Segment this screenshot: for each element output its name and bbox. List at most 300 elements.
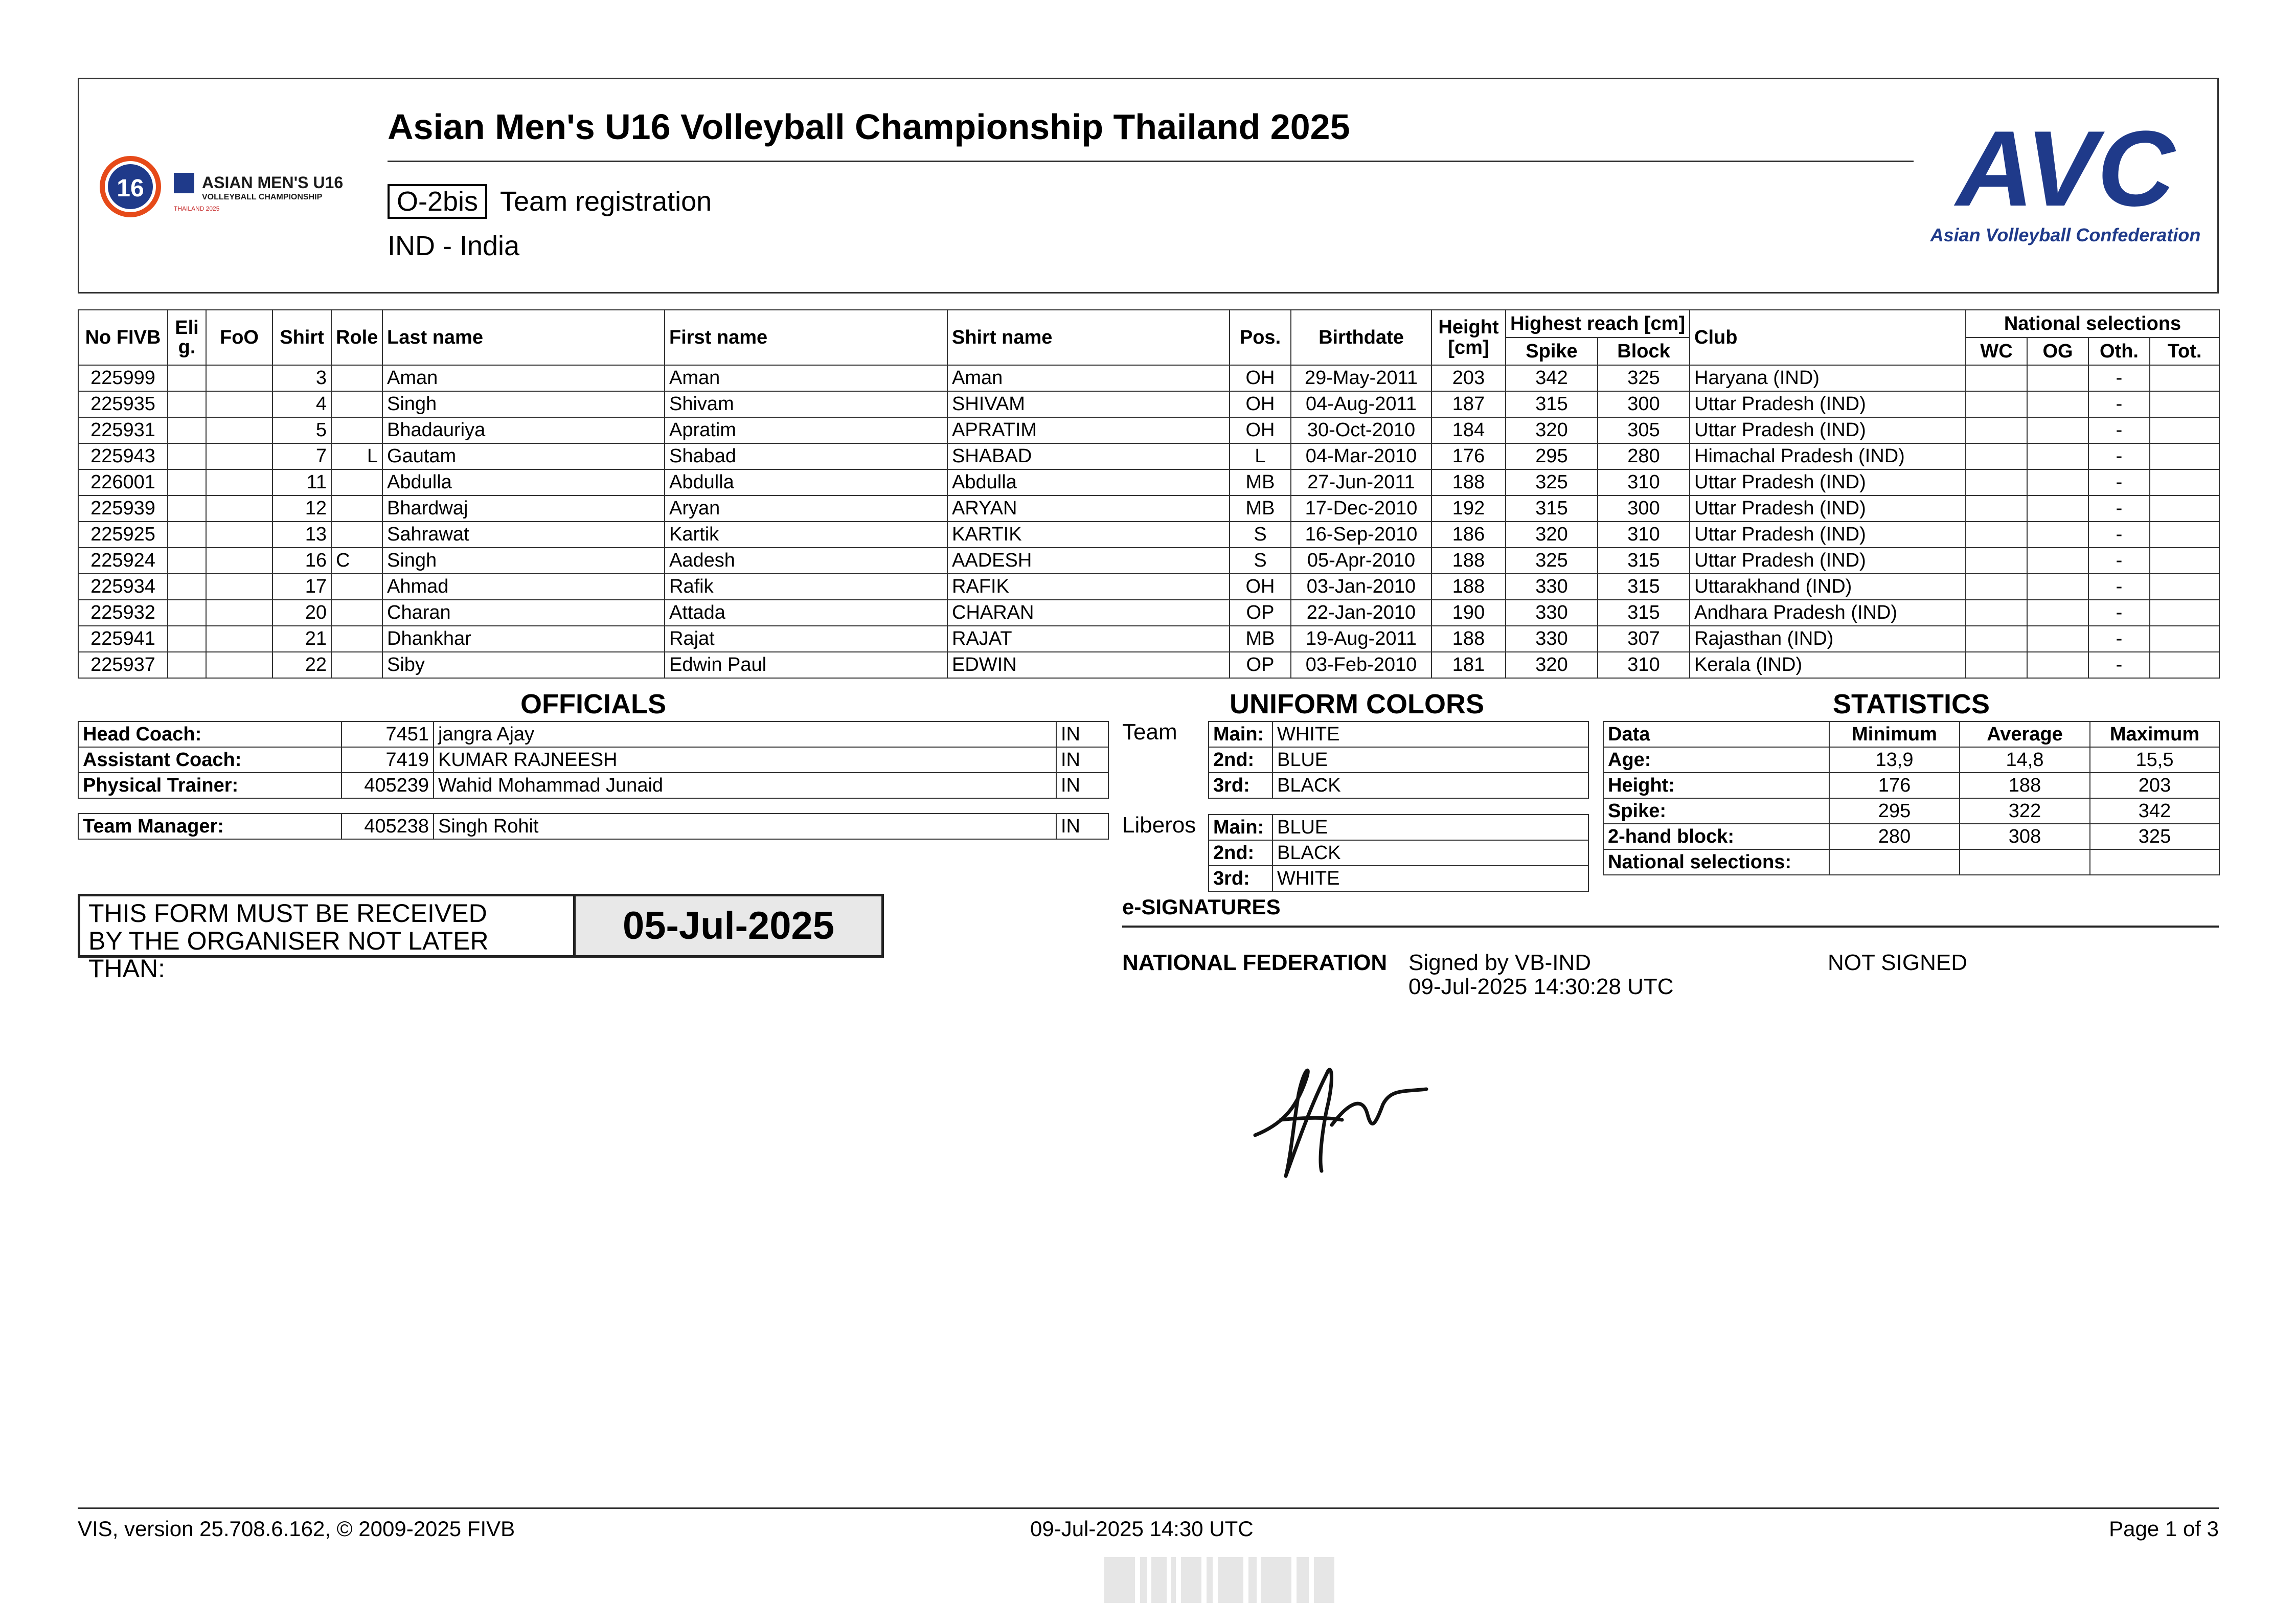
player-oth: - <box>2088 574 2150 600</box>
player-wc <box>1966 417 2027 443</box>
player-oth: - <box>2088 391 2150 417</box>
player-role <box>331 391 382 417</box>
official-flag: IN <box>1056 773 1108 798</box>
player-shirt-name: RAFIK <box>947 574 1230 600</box>
title-rule <box>388 161 1914 162</box>
player-block: 325 <box>1598 365 1690 391</box>
col-elig: Eli g. <box>168 310 206 365</box>
player-elig <box>168 391 206 417</box>
player-elig <box>168 365 206 391</box>
uniform-color: BLUE <box>1272 747 1588 773</box>
official-name: jangra Ajay <box>434 722 1056 747</box>
player-spike: 320 <box>1506 652 1598 678</box>
player-role <box>331 626 382 652</box>
player-height: 192 <box>1431 495 1506 522</box>
col-birthdate: Birthdate <box>1291 310 1431 365</box>
player-shirt-name: SHABAD <box>947 443 1230 469</box>
barcode-icon <box>1104 1552 1334 1608</box>
player-fivb-no: 225934 <box>78 574 168 600</box>
player-oth: - <box>2088 417 2150 443</box>
stats-max: 203 <box>2090 773 2219 798</box>
player-birthdate: 03-Jan-2010 <box>1291 574 1431 600</box>
player-wc <box>1966 522 2027 548</box>
player-shirt-name: AADESH <box>947 548 1230 574</box>
event-logo-badge: 16 <box>117 175 144 202</box>
player-first-name: Shabad <box>665 443 947 469</box>
player-wc <box>1966 574 2027 600</box>
official-row <box>78 747 1108 773</box>
player-birthdate: 16-Sep-2010 <box>1291 522 1431 548</box>
signed-by: Signed by VB-IND <box>1408 950 1592 975</box>
stats-avg: 188 <box>1960 773 2090 798</box>
col-shirt-name: Shirt name <box>947 310 1230 365</box>
esignatures-title: e-SIGNATURES <box>1122 895 1281 919</box>
player-elig <box>168 417 206 443</box>
player-shirt-name: SHIVAM <box>947 391 1230 417</box>
uniform-row <box>1209 747 1588 773</box>
stats-col-data: Data <box>1603 722 1829 747</box>
col-last-name: Last name <box>382 310 665 365</box>
col-wc: WC <box>1966 337 2027 365</box>
player-height: 188 <box>1431 574 1506 600</box>
player-foo <box>206 443 272 469</box>
player-shirt-name: KARTIK <box>947 522 1230 548</box>
player-shirt-name: APRATIM <box>947 417 1230 443</box>
player-og <box>2027 574 2088 600</box>
event-logo-line1: ASIAN MEN'S U16 <box>202 173 344 192</box>
player-pos: S <box>1230 522 1291 548</box>
player-row <box>78 574 2219 600</box>
event-logo-line2: VOLLEYBALL CHAMPIONSHIP <box>202 193 323 201</box>
uniform-row <box>1209 773 1588 798</box>
uniform-row <box>1209 866 1588 891</box>
deadline-line1: THIS FORM MUST BE RECEIVED <box>88 899 487 928</box>
player-last-name: Abdulla <box>382 469 665 495</box>
player-elig <box>168 495 206 522</box>
player-block: 300 <box>1598 495 1690 522</box>
player-club: Rajasthan (IND) <box>1690 626 1966 652</box>
player-shirt: 16 <box>272 548 331 574</box>
player-birthdate: 29-May-2011 <box>1291 365 1431 391</box>
official-name: Singh Rohit <box>434 814 1056 839</box>
player-last-name: Charan <box>382 600 665 626</box>
uniform-slot: 3rd: <box>1209 773 1272 798</box>
player-first-name: Kartik <box>665 522 947 548</box>
player-wc <box>1966 652 2027 678</box>
stats-row <box>1603 798 2219 824</box>
player-og <box>2027 365 2088 391</box>
player-row <box>78 469 2219 495</box>
official-id: 7451 <box>342 722 434 747</box>
player-pos: OP <box>1230 652 1291 678</box>
player-last-name: Siby <box>382 652 665 678</box>
stats-max: 15,5 <box>2090 747 2219 773</box>
stats-col-max: Maximum <box>2090 722 2219 747</box>
stats-col-min: Minimum <box>1829 722 1960 747</box>
player-block: 315 <box>1598 548 1690 574</box>
player-last-name: Sahrawat <box>382 522 665 548</box>
player-fivb-no: 225999 <box>78 365 168 391</box>
player-birthdate: 19-Aug-2011 <box>1291 626 1431 652</box>
player-pos: MB <box>1230 626 1291 652</box>
player-role: L <box>331 443 382 469</box>
player-elig <box>168 469 206 495</box>
stats-min: 295 <box>1829 798 1960 824</box>
uniform-row <box>1209 840 1588 866</box>
player-fivb-no: 225937 <box>78 652 168 678</box>
player-first-name: Attada <box>665 600 947 626</box>
player-pos: MB <box>1230 469 1291 495</box>
player-birthdate: 04-Mar-2010 <box>1291 443 1431 469</box>
player-og <box>2027 626 2088 652</box>
stats-min: 13,9 <box>1829 747 1960 773</box>
player-block: 307 <box>1598 626 1690 652</box>
player-spike: 315 <box>1506 391 1598 417</box>
col-foo: FoO <box>206 310 272 365</box>
uniform-slot: Main: <box>1209 815 1272 840</box>
footer-rule <box>78 1507 2219 1509</box>
player-wc <box>1966 495 2027 522</box>
player-tot <box>2150 522 2219 548</box>
player-row <box>78 365 2219 391</box>
players-table <box>78 309 2220 679</box>
player-club: Uttar Pradesh (IND) <box>1690 548 1966 574</box>
stats-avg: 308 <box>1960 824 2090 849</box>
stats-label: Spike: <box>1603 798 1829 824</box>
player-last-name: Singh <box>382 548 665 574</box>
uniform-team-table <box>1208 721 1589 799</box>
player-shirt-name: CHARAN <box>947 600 1230 626</box>
player-foo <box>206 626 272 652</box>
player-row <box>78 626 2219 652</box>
player-last-name: Ahmad <box>382 574 665 600</box>
player-shirt-name: EDWIN <box>947 652 1230 678</box>
official-name: KUMAR RAJNEESH <box>434 747 1056 773</box>
player-oth: - <box>2088 626 2150 652</box>
player-og <box>2027 391 2088 417</box>
stats-col-avg: Average <box>1960 722 2090 747</box>
uniform-color: BLACK <box>1272 773 1588 798</box>
player-tot <box>2150 495 2219 522</box>
player-club: Haryana (IND) <box>1690 365 1966 391</box>
player-tot <box>2150 443 2219 469</box>
player-row <box>78 417 2219 443</box>
player-block: 280 <box>1598 443 1690 469</box>
player-wc <box>1966 469 2027 495</box>
esignatures-rule <box>1122 926 2219 928</box>
player-elig <box>168 548 206 574</box>
player-role: C <box>331 548 382 574</box>
player-height: 181 <box>1431 652 1506 678</box>
player-block: 315 <box>1598 600 1690 626</box>
player-first-name: Aadesh <box>665 548 947 574</box>
uniform-row <box>1209 722 1588 747</box>
col-height: Height [cm] <box>1431 310 1506 365</box>
player-last-name: Aman <box>382 365 665 391</box>
player-spike: 330 <box>1506 626 1598 652</box>
manager-table <box>78 813 1109 840</box>
player-spike: 330 <box>1506 574 1598 600</box>
officials-table <box>78 721 1109 799</box>
official-row <box>78 773 1108 798</box>
player-oth: - <box>2088 443 2150 469</box>
player-tot <box>2150 652 2219 678</box>
footer-page-number: Page 1 of 3 <box>2109 1517 2219 1541</box>
col-club: Club <box>1690 310 1966 365</box>
official-flag: IN <box>1056 814 1108 839</box>
player-foo <box>206 391 272 417</box>
avc-wordmark: AVC <box>1956 119 2175 229</box>
statistics-title: STATISTICS <box>1833 689 1990 719</box>
player-first-name: Apratim <box>665 417 947 443</box>
event-logo-line3: THAILAND 2025 <box>174 205 220 212</box>
uniform-color: WHITE <box>1272 866 1588 891</box>
col-first-name: First name <box>665 310 947 365</box>
player-shirt-name: Aman <box>947 365 1230 391</box>
player-oth: - <box>2088 495 2150 522</box>
player-birthdate: 03-Feb-2010 <box>1291 652 1431 678</box>
official-role: Head Coach: <box>78 722 342 747</box>
player-row <box>78 443 2219 469</box>
player-first-name: Rafik <box>665 574 947 600</box>
national-federation-label: NATIONAL FEDERATION <box>1122 950 1388 975</box>
player-fivb-no: 225932 <box>78 600 168 626</box>
stats-avg: 322 <box>1960 798 2090 824</box>
player-foo <box>206 495 272 522</box>
player-role <box>331 522 382 548</box>
player-oth: - <box>2088 652 2150 678</box>
player-foo <box>206 600 272 626</box>
player-oth: - <box>2088 365 2150 391</box>
uniform-team-label: Team <box>1122 719 1177 745</box>
player-birthdate: 27-Jun-2011 <box>1291 469 1431 495</box>
player-tot <box>2150 548 2219 574</box>
official-id: 405238 <box>342 814 434 839</box>
official-id: 7419 <box>342 747 434 773</box>
col-no-fivb: No FIVB <box>78 310 168 365</box>
col-og: OG <box>2027 337 2088 365</box>
player-tot <box>2150 574 2219 600</box>
col-highest-reach: Highest reach [cm] <box>1506 310 1690 337</box>
player-shirt: 17 <box>272 574 331 600</box>
stats-avg <box>1960 849 2090 875</box>
player-club: Andhara Pradesh (IND) <box>1690 600 1966 626</box>
col-national-selections: National selections <box>1966 310 2219 337</box>
player-fivb-no: 225935 <box>78 391 168 417</box>
player-row <box>78 391 2219 417</box>
col-shirt: Shirt <box>272 310 331 365</box>
player-height: 188 <box>1431 469 1506 495</box>
player-wc <box>1966 365 2027 391</box>
player-og <box>2027 522 2088 548</box>
player-block: 305 <box>1598 417 1690 443</box>
player-block: 310 <box>1598 522 1690 548</box>
player-oth: - <box>2088 522 2150 548</box>
col-tot: Tot. <box>2150 337 2219 365</box>
stats-row <box>1603 773 2219 798</box>
player-role <box>331 652 382 678</box>
uniform-slot: 2nd: <box>1209 747 1272 773</box>
stats-label: 2-hand block: <box>1603 824 1829 849</box>
col-pos: Pos. <box>1230 310 1291 365</box>
stats-min: 176 <box>1829 773 1960 798</box>
player-shirt: 4 <box>272 391 331 417</box>
player-spike: 315 <box>1506 495 1598 522</box>
player-block: 310 <box>1598 652 1690 678</box>
player-shirt: 5 <box>272 417 331 443</box>
player-pos: L <box>1230 443 1291 469</box>
player-first-name: Aryan <box>665 495 947 522</box>
official-role: Assistant Coach: <box>78 747 342 773</box>
player-club: Uttar Pradesh (IND) <box>1690 417 1966 443</box>
player-height: 187 <box>1431 391 1506 417</box>
stats-row <box>1603 849 2219 875</box>
stats-avg: 14,8 <box>1960 747 2090 773</box>
player-shirt: 3 <box>272 365 331 391</box>
player-spike: 342 <box>1506 365 1598 391</box>
player-row <box>78 652 2219 678</box>
player-shirt: 11 <box>272 469 331 495</box>
player-shirt-name: RAJAT <box>947 626 1230 652</box>
officials-title: OFFICIALS <box>520 689 666 719</box>
official-role: Team Manager: <box>78 814 342 839</box>
player-birthdate: 05-Apr-2010 <box>1291 548 1431 574</box>
player-first-name: Aman <box>665 365 947 391</box>
player-og <box>2027 600 2088 626</box>
player-spike: 320 <box>1506 522 1598 548</box>
player-height: 186 <box>1431 522 1506 548</box>
uniform-color: BLACK <box>1272 840 1588 866</box>
player-club: Kerala (IND) <box>1690 652 1966 678</box>
player-fivb-no: 225943 <box>78 443 168 469</box>
stats-label: Age: <box>1603 747 1829 773</box>
col-block: Block <box>1598 337 1690 365</box>
player-pos: OH <box>1230 417 1291 443</box>
player-club: Uttar Pradesh (IND) <box>1690 391 1966 417</box>
player-tot <box>2150 417 2219 443</box>
team-name: IND - India <box>388 231 520 261</box>
player-pos: MB <box>1230 495 1291 522</box>
player-last-name: Bhardwaj <box>382 495 665 522</box>
deadline-text <box>80 896 573 983</box>
player-height: 188 <box>1431 626 1506 652</box>
player-elig <box>168 574 206 600</box>
col-role: Role <box>331 310 382 365</box>
stats-label: National selections: <box>1603 849 1829 875</box>
player-og <box>2027 652 2088 678</box>
player-birthdate: 22-Jan-2010 <box>1291 600 1431 626</box>
statistics-table <box>1603 721 2220 875</box>
col-spike: Spike <box>1506 337 1598 365</box>
uniform-row <box>1209 815 1588 840</box>
player-wc <box>1966 391 2027 417</box>
deadline-box <box>78 894 884 983</box>
player-role <box>331 469 382 495</box>
player-height: 176 <box>1431 443 1506 469</box>
player-row <box>78 600 2219 626</box>
player-role <box>331 365 382 391</box>
col-oth: Oth. <box>2088 337 2150 365</box>
player-first-name: Edwin Paul <box>665 652 947 678</box>
uniform-slot: Main: <box>1209 722 1272 747</box>
player-first-name: Shivam <box>665 391 947 417</box>
signed-at: 09-Jul-2025 14:30:28 UTC <box>1408 974 1674 999</box>
page-title: Asian Men's U16 Volleyball Championship Thailand 2025 <box>388 107 1350 147</box>
footer-version: VIS, version 25.708.6.162, © 2009-2025 FIVB <box>78 1517 515 1541</box>
player-og <box>2027 443 2088 469</box>
player-shirt: 21 <box>272 626 331 652</box>
uniform-slot: 2nd: <box>1209 840 1272 866</box>
official-row-manager <box>78 814 1108 839</box>
uniform-liberos-table <box>1208 814 1589 892</box>
player-tot <box>2150 365 2219 391</box>
player-birthdate: 17-Dec-2010 <box>1291 495 1431 522</box>
player-height: 188 <box>1431 548 1506 574</box>
official-name: Wahid Mohammad Junaid <box>434 773 1056 798</box>
official-id: 405239 <box>342 773 434 798</box>
player-elig <box>168 600 206 626</box>
signature-status: NOT SIGNED <box>1828 950 1968 975</box>
player-wc <box>1966 600 2027 626</box>
handwritten-signature <box>1250 1048 1429 1191</box>
player-last-name: Singh <box>382 391 665 417</box>
player-shirt: 7 <box>272 443 331 469</box>
avc-tagline: Asian Volleyball Confederation <box>1930 224 2201 245</box>
player-spike: 325 <box>1506 469 1598 495</box>
player-fivb-no: 225939 <box>78 495 168 522</box>
player-shirt-name: Abdulla <box>947 469 1230 495</box>
deadline-line2: BY THE ORGANISER NOT LATER THAN: <box>88 927 489 983</box>
player-block: 315 <box>1598 574 1690 600</box>
uniform-color: BLUE <box>1272 815 1588 840</box>
player-height: 184 <box>1431 417 1506 443</box>
avc-logo <box>1927 119 2203 252</box>
player-shirt: 12 <box>272 495 331 522</box>
player-fivb-no: 226001 <box>78 469 168 495</box>
player-pos: OP <box>1230 600 1291 626</box>
player-shirt: 13 <box>272 522 331 548</box>
player-spike: 295 <box>1506 443 1598 469</box>
player-club: Uttar Pradesh (IND) <box>1690 522 1966 548</box>
player-role <box>331 417 382 443</box>
player-height: 203 <box>1431 365 1506 391</box>
player-pos: S <box>1230 548 1291 574</box>
player-spike: 320 <box>1506 417 1598 443</box>
player-elig <box>168 443 206 469</box>
stats-min: 280 <box>1829 824 1960 849</box>
player-fivb-no: 225931 <box>78 417 168 443</box>
stats-row <box>1603 824 2219 849</box>
player-fivb-no: 225925 <box>78 522 168 548</box>
player-tot <box>2150 469 2219 495</box>
player-oth: - <box>2088 600 2150 626</box>
player-foo <box>206 417 272 443</box>
uniform-title: UNIFORM COLORS <box>1230 689 1484 719</box>
player-club: Himachal Pradesh (IND) <box>1690 443 1966 469</box>
player-shirt-name: ARYAN <box>947 495 1230 522</box>
player-pos: OH <box>1230 574 1291 600</box>
deadline-date: 05-Jul-2025 <box>573 896 881 955</box>
player-pos: OH <box>1230 365 1291 391</box>
player-row <box>78 548 2219 574</box>
player-elig <box>168 626 206 652</box>
player-row <box>78 522 2219 548</box>
uniform-color: WHITE <box>1272 722 1588 747</box>
player-foo <box>206 365 272 391</box>
player-tot <box>2150 600 2219 626</box>
stats-row <box>1603 747 2219 773</box>
uniform-liberos-label: Liberos <box>1122 813 1196 838</box>
